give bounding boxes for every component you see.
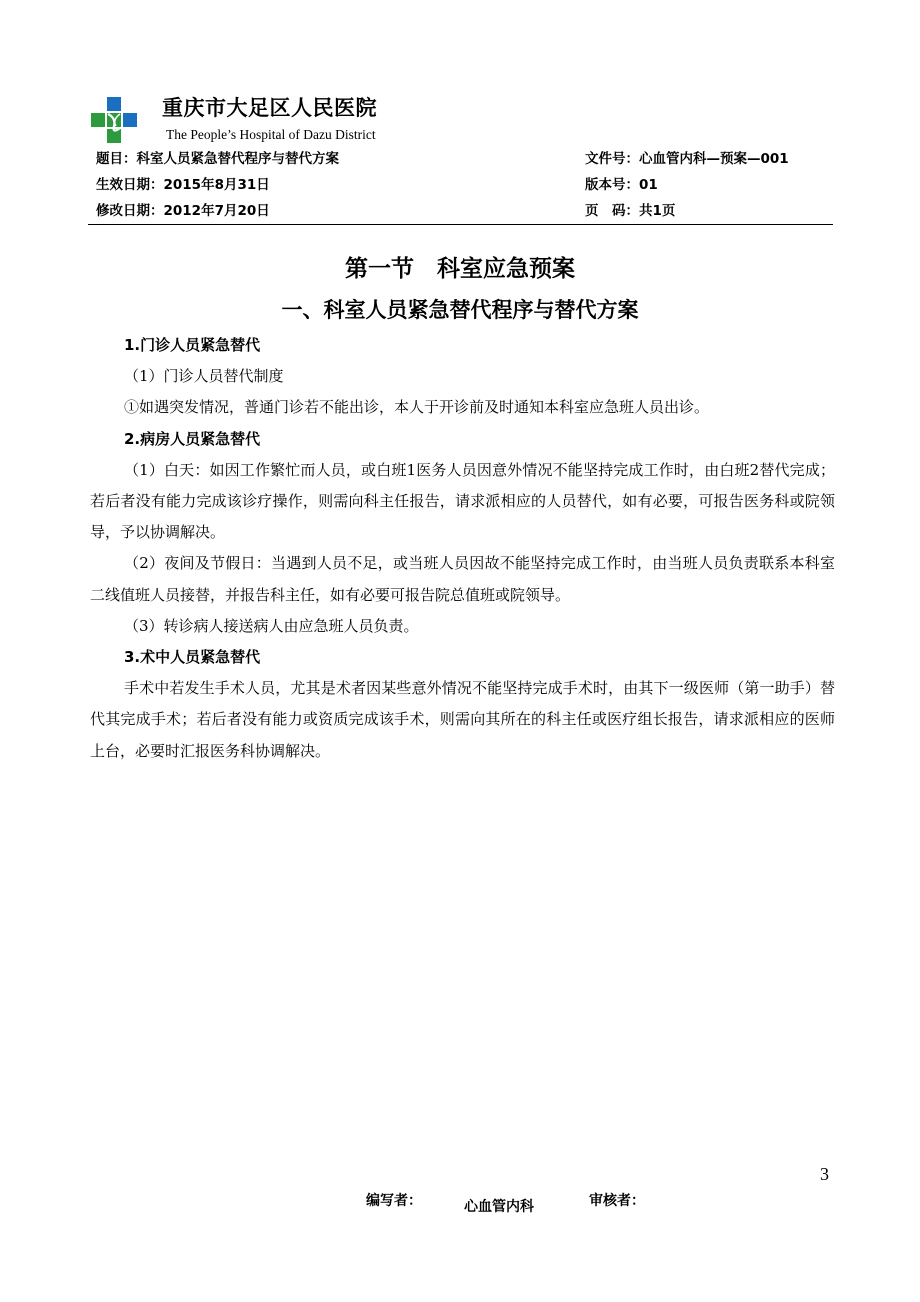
s1-heading: 1.门诊人员紧急替代 bbox=[124, 336, 261, 354]
version-number: 版本号：01 bbox=[585, 177, 658, 193]
section-subtitle: 一、科室人员紧急替代程序与替代方案 bbox=[281, 298, 639, 322]
hospital-cross-logo-icon bbox=[90, 96, 138, 144]
s3-heading: 3.术中人员紧急替代 bbox=[124, 648, 261, 667]
s3-text: 手术中若发生手术人员，尤其是术者因某些意外情况不能坚持完成手术时，由其下一级医师（第一助手）替代其完成手术；若后者没有能力或资质完成该手术，则需向其所在的科主任或医疗组长报告，请求派相应的医师上台，必要时汇报医务科协调解决。 bbox=[90, 679, 835, 760]
s2-item1: （1）白天：如因工作繁忙而人员，或白班1医务人员因意外情况不能坚持完成工作时，由白班2替代完成；若后者没有能力完成该诊疗操作，则需向科主任报告，请求派相应的人员替代，如有必要，可报告医务科或院领导，予以协调解决。 bbox=[90, 460, 835, 542]
doc-number: 文件号：心血管内科—预案—001 bbox=[585, 151, 789, 167]
s1-item1: （1）门诊人员替代制度 bbox=[124, 367, 284, 386]
doc-title: 题目：科室人员紧急替代程序与替代方案 bbox=[96, 151, 339, 167]
author-department: 心血管内科 bbox=[464, 1199, 534, 1215]
s2-item2: （2）夜间及节假日：当遇到人员不足，或当班人员因故不能坚持完成工作时，由当班人员负责联系本科室二线值班人员接替，并报告科主任，如有必要可报告院总值班或院领导。 bbox=[90, 554, 835, 604]
section-title: 第一节 科室应急预案 bbox=[345, 256, 575, 282]
s1-item1-text: ①如遇突发情况，普通门诊若不能出诊，本人于开诊前及时通知本科室应急班人员出诊。 bbox=[124, 398, 710, 417]
s2-item3: （3）转诊病人接送病人由应急班人员负责。 bbox=[124, 616, 419, 635]
reviewer-label: 审核者： bbox=[589, 1193, 645, 1209]
s2-heading: 2.病房人员紧急替代 bbox=[124, 429, 261, 448]
hospital-name-cn: 重庆市大足区人民医院 bbox=[162, 96, 377, 120]
author-label: 编写者： bbox=[366, 1193, 422, 1209]
document-body bbox=[90, 330, 835, 767]
header-divider bbox=[88, 224, 833, 225]
page-number: 3 bbox=[820, 1164, 829, 1184]
hospital-name-en: The People’s Hospital of Dazu District bbox=[166, 127, 376, 142]
effective-date: 生效日期：2015年8月31日 bbox=[96, 177, 270, 193]
page-count: 页 码：共1页 bbox=[585, 203, 676, 219]
revised-date: 修改日期：2012年7月20日 bbox=[96, 203, 270, 219]
